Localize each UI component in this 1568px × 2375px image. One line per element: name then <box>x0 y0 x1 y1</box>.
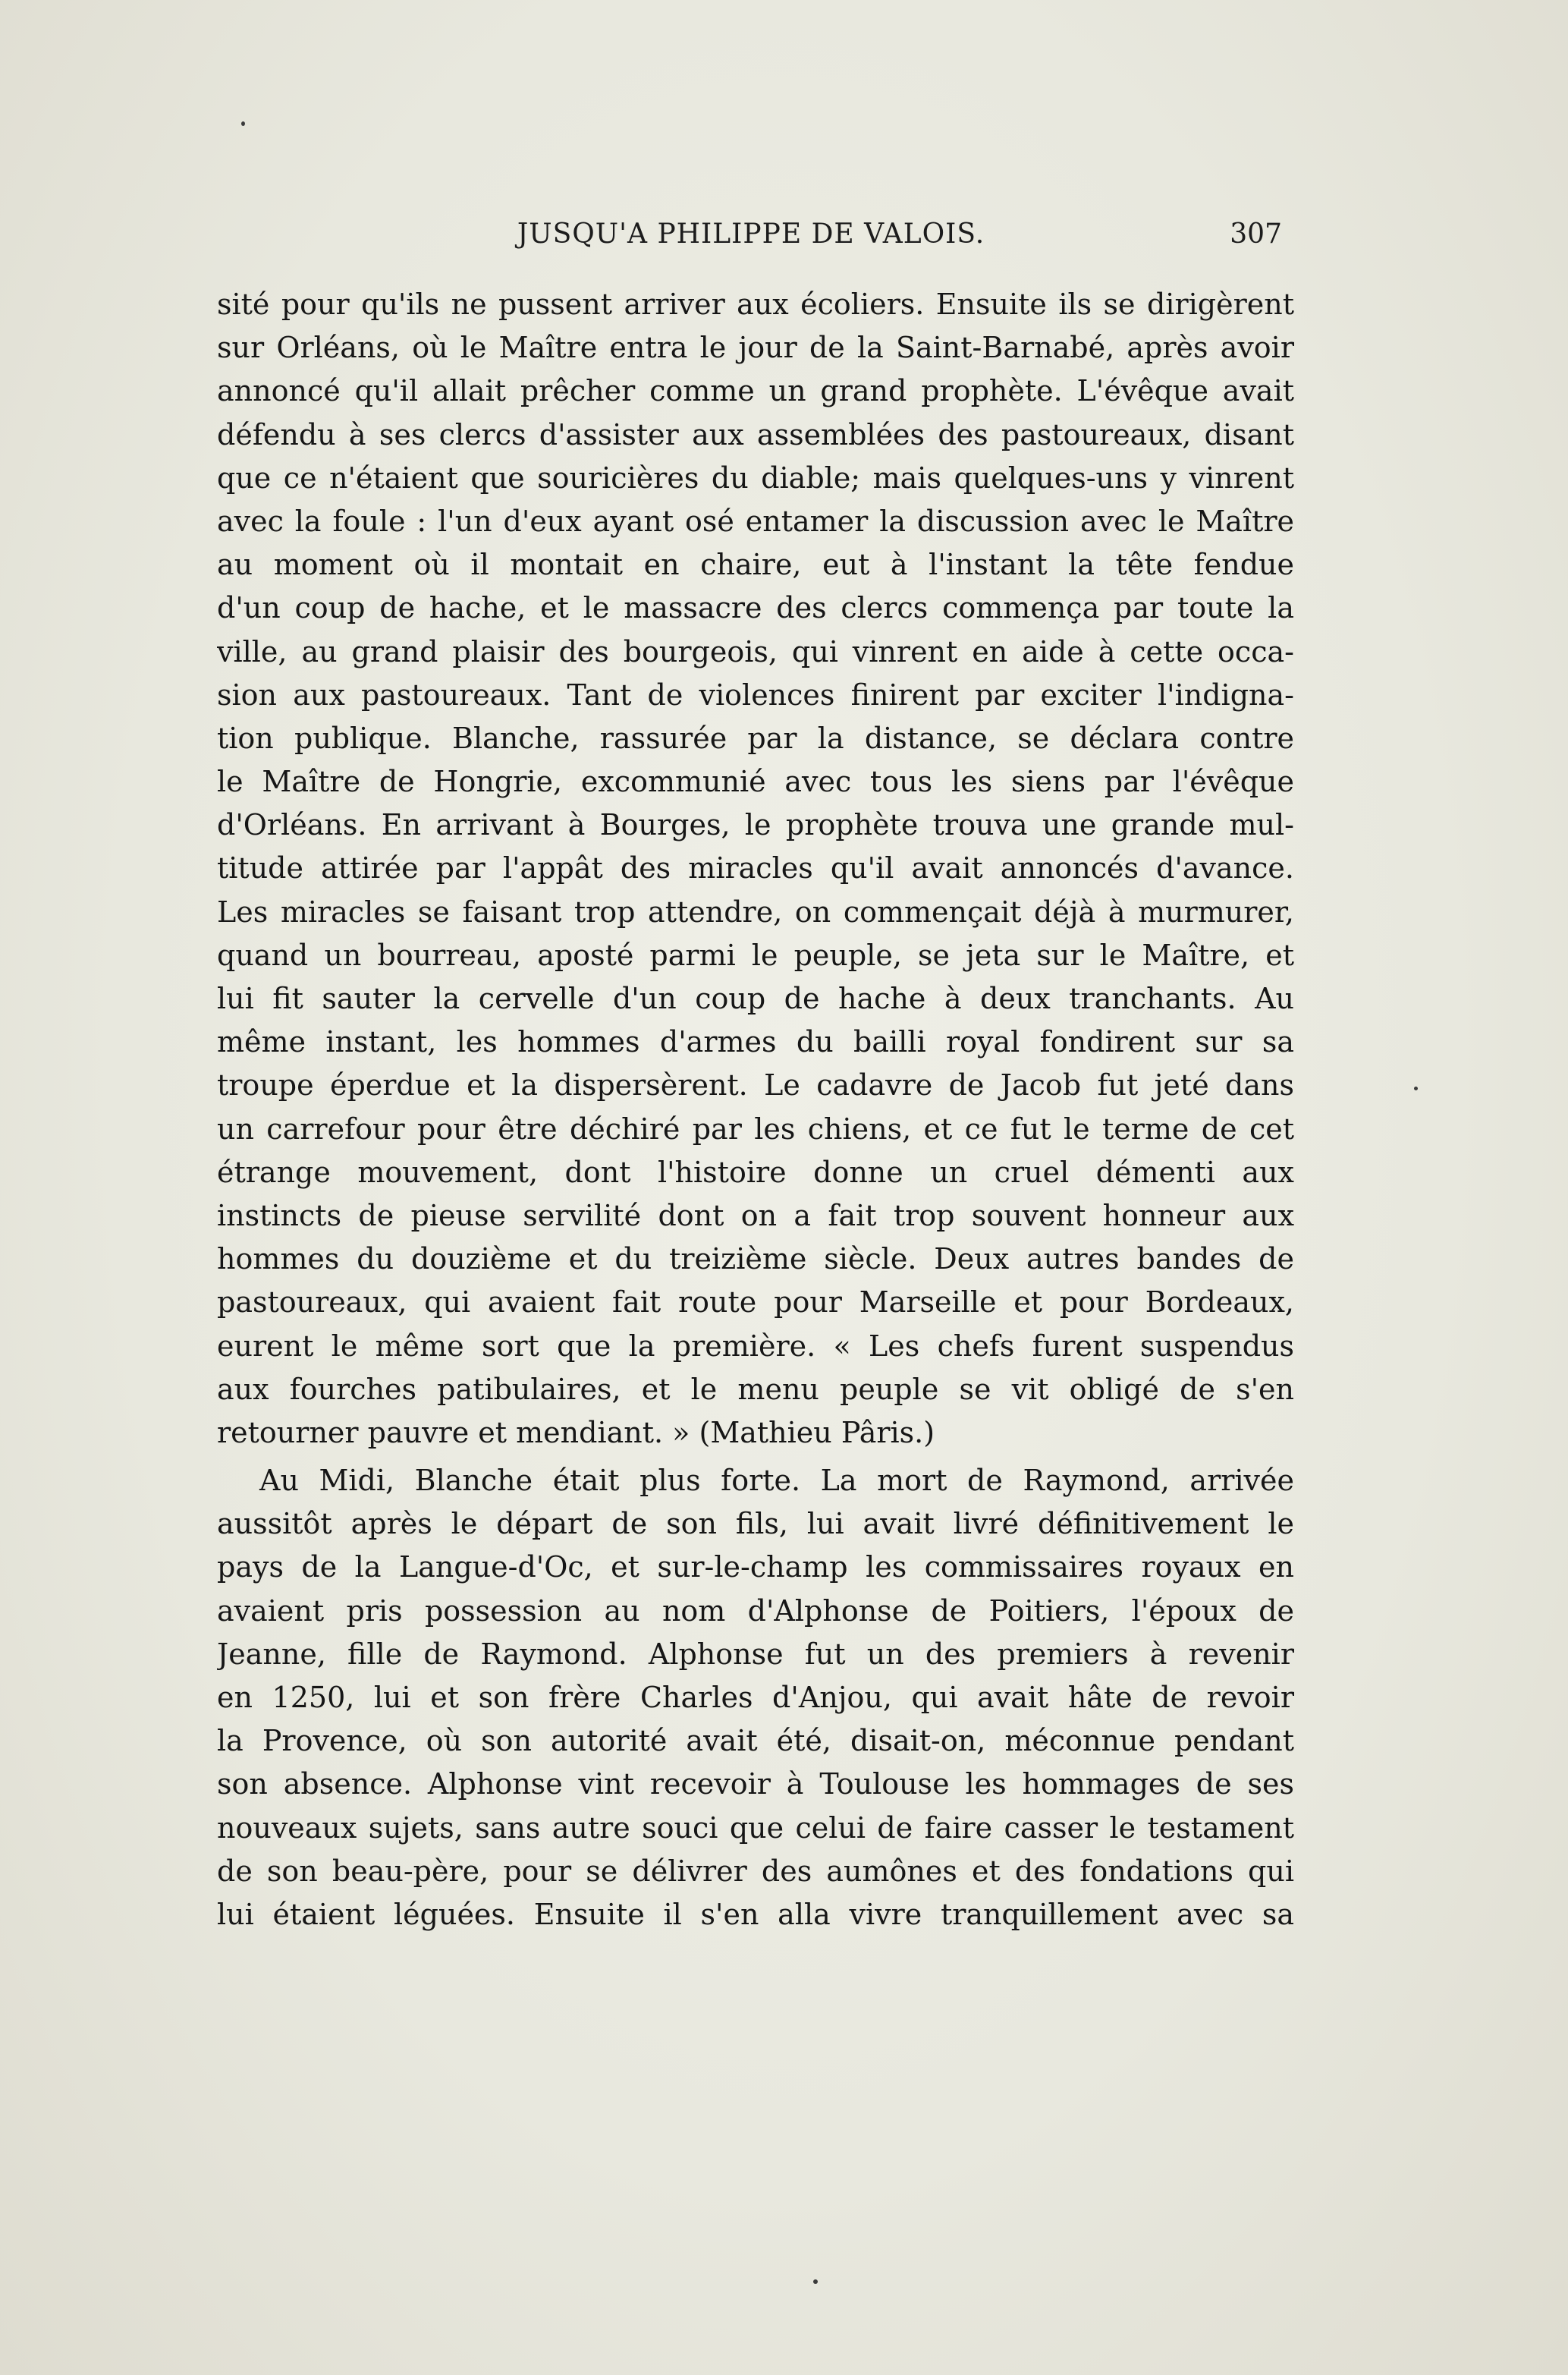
paper-speck <box>813 2279 818 2284</box>
text-line: un carrefour pour être déchiré par les chiens, et ce fut le terme de cet <box>217 1112 1294 1146</box>
body-text <box>217 283 1294 1936</box>
text-line: quand un bourreau, aposté parmi le peuple, se jeta sur le Maître, et <box>217 938 1294 972</box>
paragraph-1 <box>217 283 1294 1455</box>
text-line: aux fourches patibulaires, et le menu peuple se vit obligé de s'en <box>217 1372 1294 1406</box>
text-line: hommes du douzième et du treizième siècle. Deux autres bandes de <box>217 1242 1294 1276</box>
text-line: titude attirée par l'appât des miracles qu'il avait annoncés d'avance. <box>217 851 1294 886</box>
text-line: Jeanne, fille de Raymond. Alphonse fut un des premiers à revenir <box>217 1637 1294 1671</box>
text-line: sité pour qu'ils ne pussent arriver aux écoliers. Ensuite ils se dirigèrent <box>217 288 1294 321</box>
text-line: Les miracles se faisant trop attendre, on commençait déjà à murmurer, <box>217 895 1294 929</box>
text-line: ville, au grand plaisir des bourgeois, qui vinrent en aide à cette occa- <box>217 634 1294 668</box>
text-line: sion aux pastoureaux. Tant de violences finirent par exciter l'indigna- <box>217 678 1294 712</box>
text-line: son absence. Alphonse vint recevoir à Toulouse les hommages de ses <box>217 1767 1294 1801</box>
text-line: pastoureaux, qui avaient fait route pour Marseille et pour Bordeaux, <box>217 1285 1294 1320</box>
text-line: eurent le même sort que la première. « Les chefs furent suspendus <box>217 1329 1294 1363</box>
paper-speck <box>241 121 245 126</box>
text-line: en 1250, lui et son frère Charles d'Anjou, qui avait hâte de revoir <box>217 1681 1294 1714</box>
text-line: d'Orléans. En arrivant à Bourges, le prophète trouva une grande mul- <box>217 808 1294 842</box>
text-line: d'un coup de hache, et le massacre des clercs commença par toute la <box>217 591 1294 625</box>
running-head <box>212 214 1290 260</box>
paragraph-2 <box>217 1459 1294 1936</box>
page-number: 307 <box>1230 219 1282 250</box>
text-line: la Provence, où son autorité avait été, disait-on, méconnue pendant <box>217 1724 1294 1758</box>
text-line: lui étaient léguées. Ensuite il s'en alla vivre tranquillement avec sa <box>217 1897 1294 1931</box>
text-line: aussitôt après le départ de son fils, lui avait livré définitivement le <box>217 1507 1294 1541</box>
text-line: retourner pauvre et mendiant. » (Mathieu Pâris.) <box>217 1415 935 1449</box>
text-line: au moment où il montait en chaire, eut à l'instant la tête fendue <box>217 548 1294 582</box>
text-line: lui fit sauter la cervelle d'un coup de hache à deux tranchants. Au <box>217 982 1294 1015</box>
text-line: que ce n'étaient que souricières du diable; mais quelques-uns y vinrent <box>217 461 1294 495</box>
paper-speck <box>1414 1087 1418 1090</box>
text-line: Au Midi, Blanche était plus forte. La mort de Raymond, arrivée <box>259 1464 1294 1498</box>
text-line: avec la foule : l'un d'eux ayant osé entamer la discussion avec le Maître <box>217 504 1294 538</box>
text-line: étrange mouvement, dont l'histoire donne un cruel démenti aux <box>217 1155 1294 1189</box>
text-line: de son beau-père, pour se délivrer des aumônes et des fondations qui <box>217 1854 1294 1888</box>
text-line: instincts de pieuse servilité dont on a fait trop souvent honneur aux <box>217 1198 1294 1232</box>
text-line: sur Orléans, où le Maître entra le jour de la Saint-Barnabé, après avoir <box>217 331 1294 365</box>
text-line: même instant, les hommes d'armes du bailli royal fondirent sur sa <box>217 1025 1294 1059</box>
text-line: le Maître de Hongrie, excommunié avec tous les siens par l'évêque <box>217 765 1294 799</box>
text-line: avaient pris possession au nom d'Alphonse de Poitiers, l'époux de <box>217 1593 1294 1628</box>
text-line: nouveaux sujets, sans autre souci que celui de faire casser le testament <box>217 1810 1294 1845</box>
text-line: défendu à ses clercs d'assister aux assemblées des pastoureaux, disant <box>217 417 1294 451</box>
running-title: JUSQU'A PHILIPPE DE VALOIS. <box>517 219 985 250</box>
text-line: tion publique. Blanche, rassurée par la distance, se déclara contre <box>217 721 1294 755</box>
text-line: pays de la Langue-d'Oc, et sur-le-champ les commissaires royaux en <box>217 1550 1294 1584</box>
text-line: troupe éperdue et la dispersèrent. Le cadavre de Jacob fut jeté dans <box>217 1068 1294 1103</box>
text-line: annoncé qu'il allait prêcher comme un grand prophète. L'évêque avait <box>217 374 1294 408</box>
